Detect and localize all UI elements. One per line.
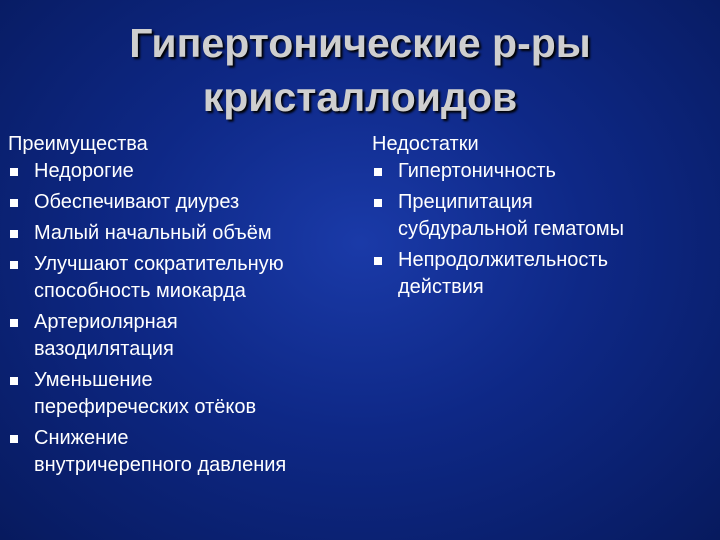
disadvantage-text-cont: действия <box>398 276 484 298</box>
advantage-text: Уменьшение <box>34 369 153 391</box>
square-bullet-icon <box>10 168 18 176</box>
advantage-item <box>8 309 368 363</box>
square-bullet-icon <box>10 435 18 443</box>
slide-title <box>0 16 720 124</box>
square-bullet-icon <box>10 261 18 269</box>
disadvantages-column <box>372 131 718 301</box>
advantage-text-cont: внутричерепного давления <box>34 454 287 476</box>
slide-title-line-2: кристаллоидов <box>202 74 518 120</box>
disadvantages-heading: Недостатки <box>372 133 479 155</box>
square-bullet-icon <box>10 377 18 385</box>
square-bullet-icon <box>10 199 18 207</box>
square-bullet-icon <box>374 257 382 265</box>
slide-title-line-1: Гипертонические р-ры <box>129 20 591 66</box>
advantage-item <box>8 158 368 185</box>
disadvantage-text: Гипертоничность <box>398 160 556 182</box>
advantages-heading: Преимущества <box>8 133 148 155</box>
square-bullet-icon <box>374 168 382 176</box>
advantage-item <box>8 425 368 479</box>
advantage-item <box>8 189 368 216</box>
advantage-text-cont: перефиреческих отёков <box>34 396 257 418</box>
disadvantage-item <box>372 189 718 243</box>
disadvantage-item <box>372 158 718 185</box>
advantage-text: Снижение <box>34 427 129 449</box>
advantage-text: Недорогие <box>34 160 134 182</box>
disadvantage-item <box>372 247 718 301</box>
disadvantage-text: Преципитация <box>398 191 533 213</box>
advantage-text-cont: вазодилятация <box>34 338 174 360</box>
advantage-text: Улучшают сократительную <box>34 253 284 275</box>
advantage-text: Обеспечивают диурез <box>34 191 240 213</box>
advantage-text: Артериолярная <box>34 311 178 333</box>
square-bullet-icon <box>10 319 18 327</box>
advantage-text-cont: способность миокарда <box>34 280 246 302</box>
square-bullet-icon <box>374 199 382 207</box>
disadvantages-list <box>372 158 718 301</box>
disadvantage-text: Непродолжительность <box>398 249 609 271</box>
advantages-column <box>8 131 368 479</box>
advantage-item <box>8 220 368 247</box>
advantage-text: Малый начальный объём <box>34 222 272 244</box>
advantage-item <box>8 367 368 421</box>
advantages-list <box>8 158 368 479</box>
disadvantage-text-cont: субдуральной гематомы <box>398 218 625 240</box>
square-bullet-icon <box>10 230 18 238</box>
advantage-item <box>8 251 368 305</box>
